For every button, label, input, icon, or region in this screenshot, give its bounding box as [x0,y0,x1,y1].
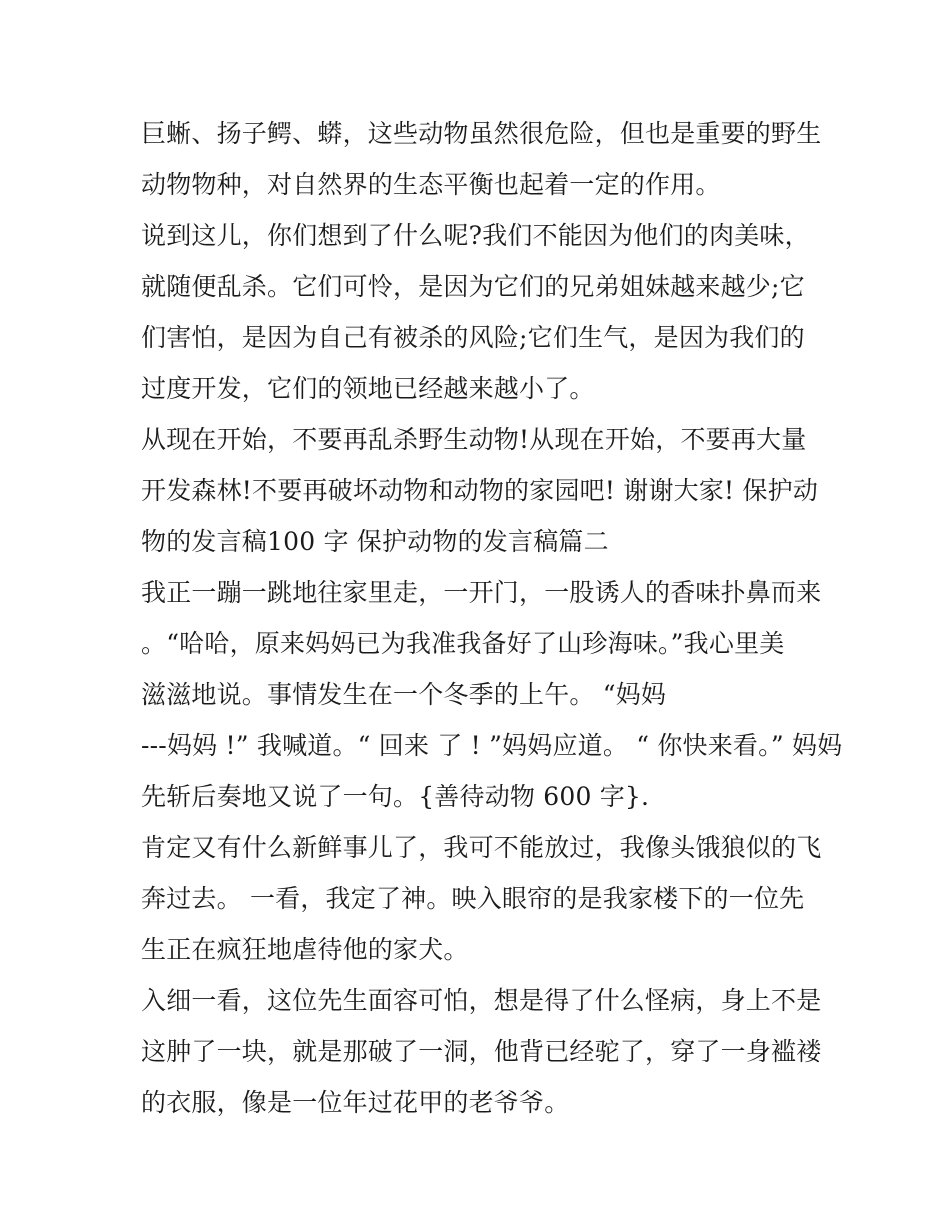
text-line: 巨蜥、扬子鳄、蟒，这些动物虽然很危险，但也是重要的野生 [141,119,822,148]
text-line: 滋滋地说。事情发生在一个冬季的上午。 “妈妈 [141,680,667,709]
text-line: 就随便乱杀。它们可怜，是因为它们的兄弟姐妹越来越少;它 [141,272,805,301]
text-line: 。“哈哈，原来妈妈已为我准我备好了山珍海味。”我心里美 [141,629,785,658]
text-line: 我正一蹦一跳地往家里走，一开门，一股诱人的香味扑鼻而来 [141,578,822,607]
text-line: 生正在疯狂地虐待他的家犬。 [141,935,469,964]
text-line: 开发森林!不要再破坏动物和动物的家园吧! 谢谢大家! 保护动 [141,476,819,505]
text-line: 先斩后奏地又说了一句。{善待动物 600 字}. [141,782,650,811]
text-line: 奔过去。 一看，我定了神。映入眼帘的是我家楼下的一位先 [141,884,805,913]
text-line: 的衣服，像是一位年过花甲的老爷爷。 [141,1088,570,1117]
text-line: 从现在开始，不要再乱杀野生动物!从现在开始，不要再大量 [141,425,807,454]
text-line: 过度开发，它们的领地已经越来越小了。 [141,374,595,403]
text-line: 这肿了一块，就是那破了一洞，他背已经驼了，穿了一身褴褛 [141,1037,822,1066]
text-line: 说到这儿，你们想到了什么呢?我们不能因为他们的肉美味， [141,221,810,250]
document-body [141,108,843,1128]
text-line: ---妈妈 !” 我喊道。“ 回来 了 ! ”妈妈应道。 “ 你快来看。” 妈妈 [141,731,843,760]
text-line: 入细一看，这位先生面容可怕，想是得了什么怪病，身上不是 [141,986,822,1015]
text-line: 肯定又有什么新鲜事儿了，我可不能放过，我像头饿狼似的飞 [141,833,822,862]
text-line: 动物物种，对自然界的生态平衡也起着一定的作用。 [141,170,721,199]
text-line: 物的发言稿100 字 保护动物的发言稿篇二 [141,527,609,556]
text-line: 们害怕，是因为自己有被杀的风险;它们生气，是因为我们的 [141,323,805,352]
